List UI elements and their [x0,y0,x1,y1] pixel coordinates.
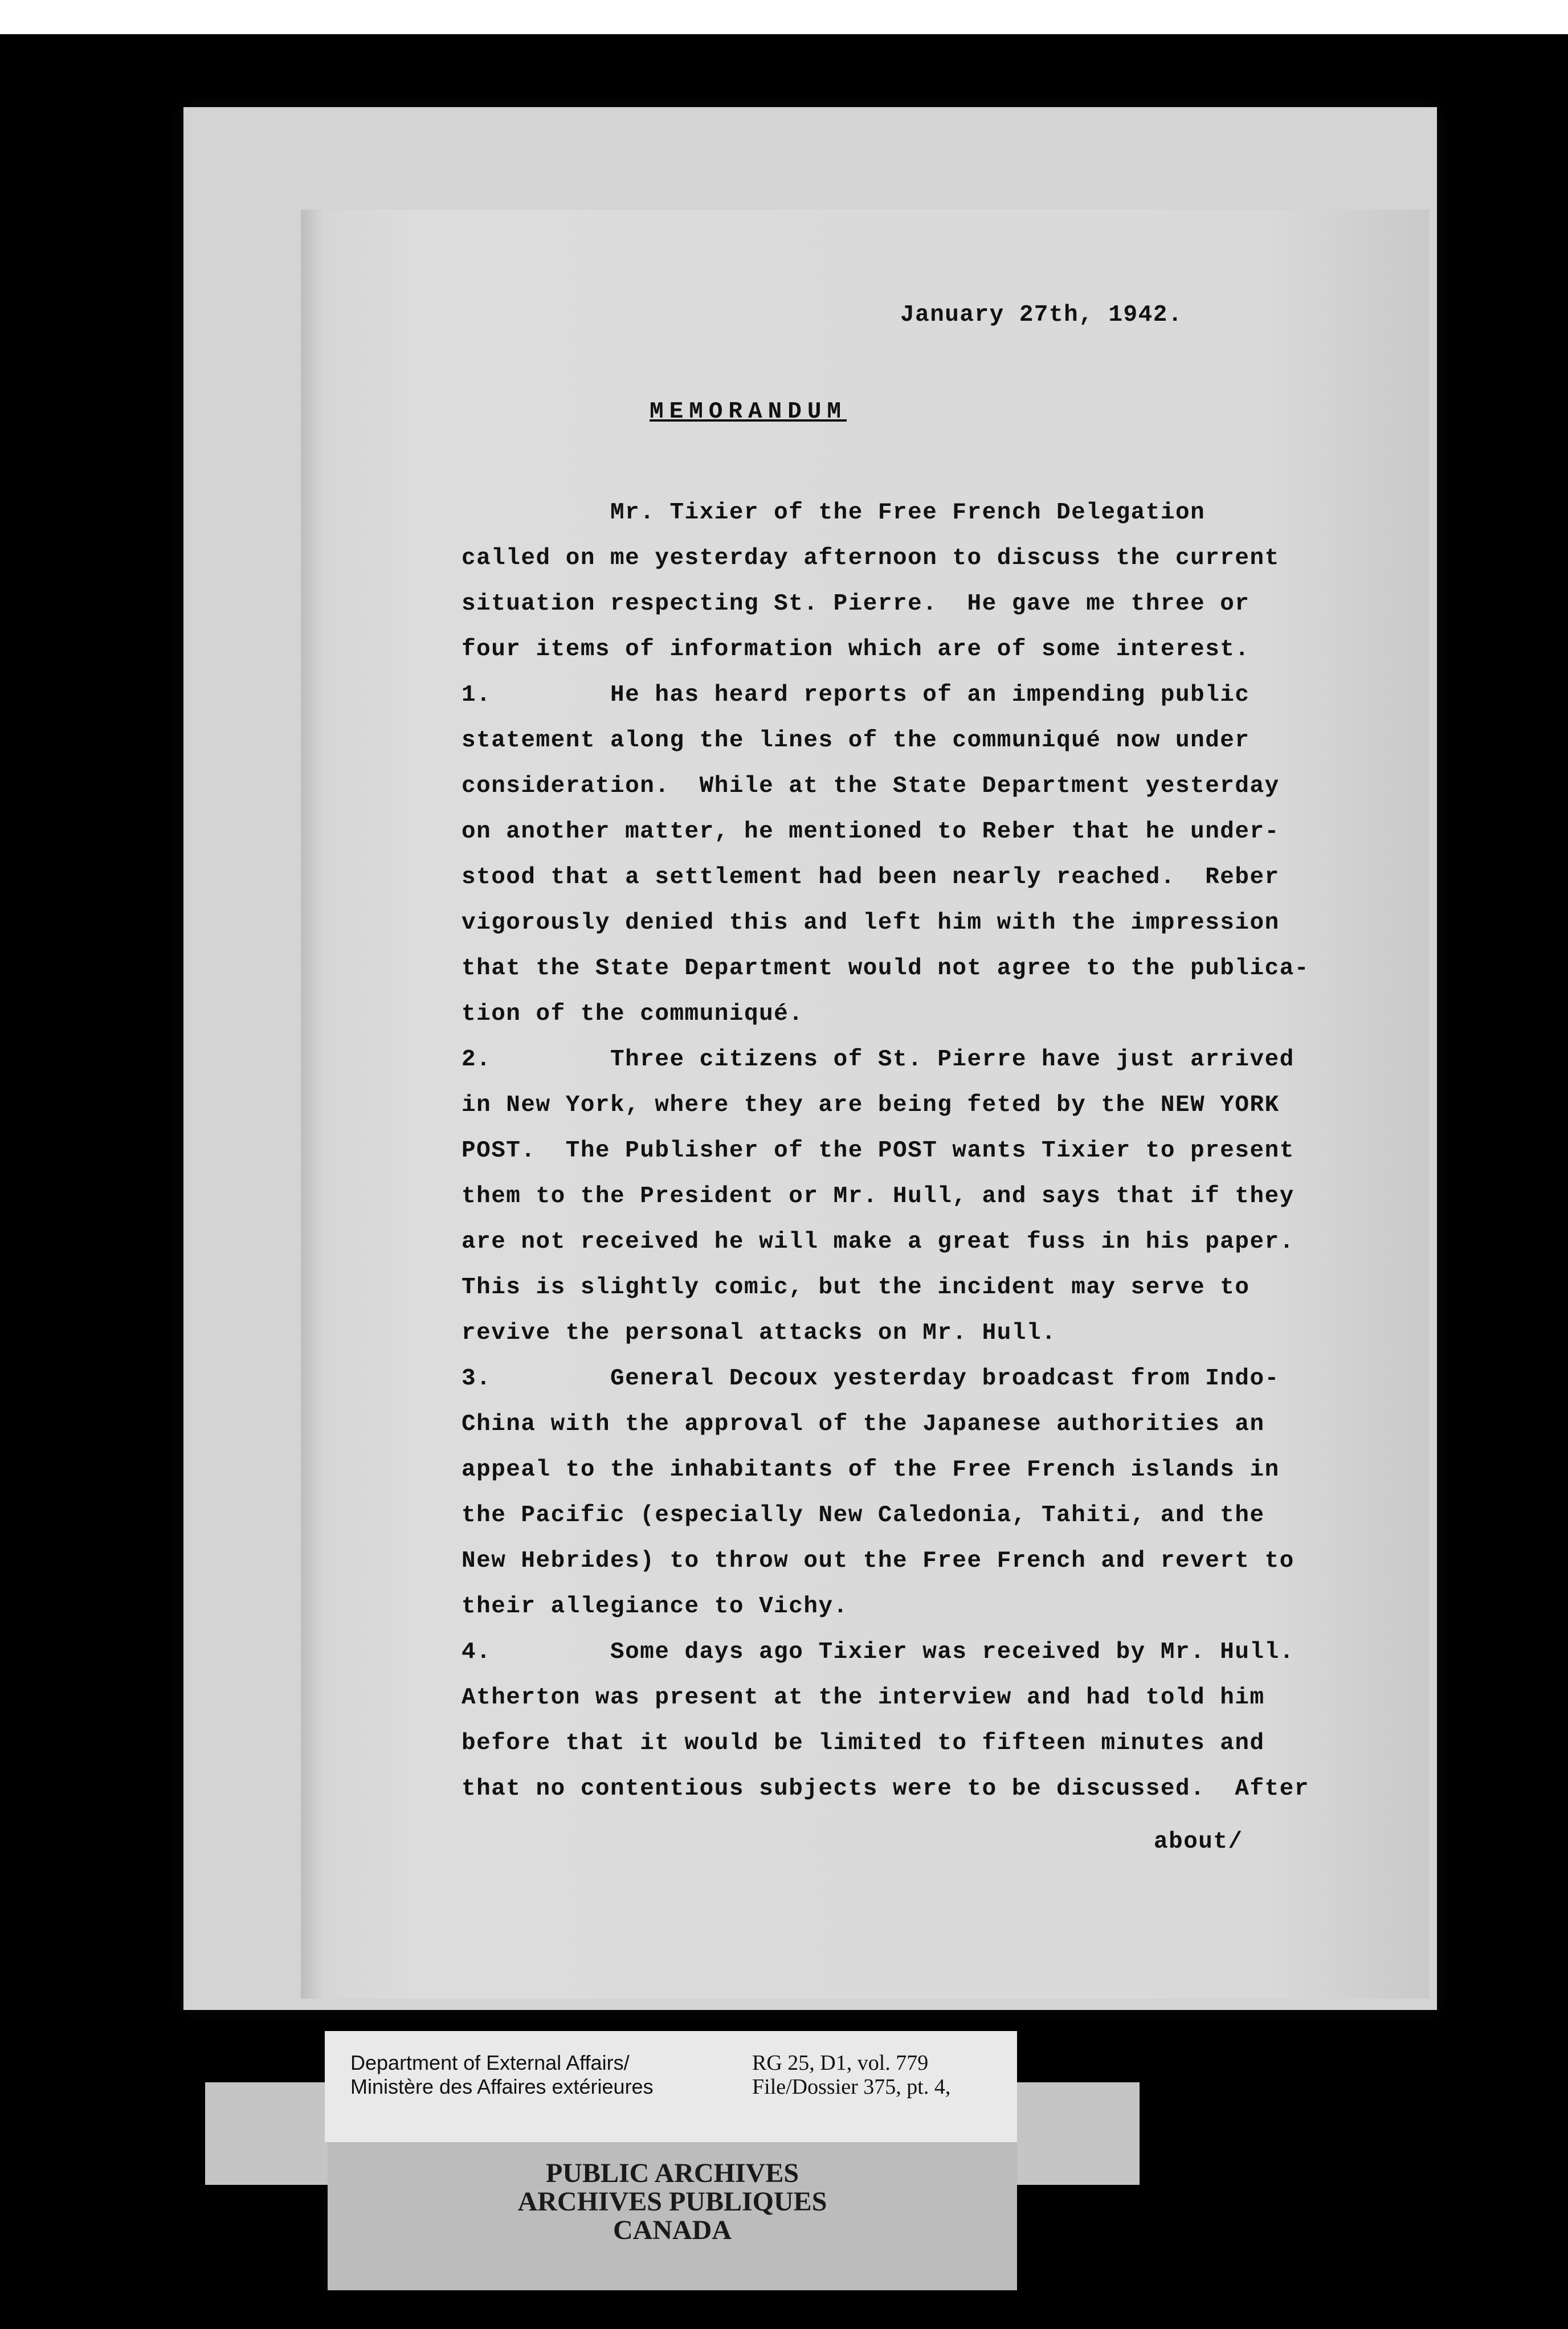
memo-line: tion of the communiqué. [462,1001,804,1027]
memo-line: 1. He has heard reports of an impending public [462,682,1250,708]
stamp-line-1: PUBLIC ARCHIVES [545,2158,799,2188]
memo-body [462,490,1309,1812]
memo-date: January 27th, 1942. [900,302,1183,328]
memo-line: situation respecting St. Pierre. He gave me three or [462,591,1250,617]
memo-line: that no contentious subjects were to be discussed. After [462,1776,1309,1802]
memo-line: China with the approval of the Japanese authorities an [462,1411,1265,1437]
memo-line: 3. General Decoux yesterday broadcast from Indo- [462,1366,1280,1392]
scan-top-margin [0,0,1568,34]
archive-label-department [350,2051,654,2099]
memo-closing: about/ [1154,1829,1243,1855]
archive-label [325,2031,1017,2142]
memo-line: are not received he will make a great fuss in his paper. [462,1229,1295,1255]
archive-label-reference [752,2051,950,2099]
memo-line: 2. Three citizens of St. Pierre have just arrived [462,1047,1295,1073]
reference-file: File/Dossier 375, pt. 4, [752,2075,951,2099]
memo-line: on another matter, he mentioned to Reber that he under- [462,819,1280,845]
memo-line: revive the personal attacks on Mr. Hull. [462,1320,1057,1346]
memo-line: Atherton was present at the interview and had told him [462,1685,1265,1711]
memo-line: in New York, where they are being feted by the NEW YORK [462,1092,1280,1118]
memo-line: POST. The Publisher of the POST wants Tixier to present [462,1138,1295,1164]
memo-line: before that it would be limited to fifteen minutes and [462,1730,1265,1756]
memo-line: stood that a settlement had been nearly reached. Reber [462,864,1280,890]
memo-line: their allegiance to Vichy. [462,1593,848,1620]
memo-line: vigorously denied this and left him with the impression [462,910,1280,936]
memo-line: This is slightly comic, but the incident may serve to [462,1274,1250,1301]
stamp-line-3: CANADA [613,2215,732,2245]
department-english: Department of External Affairs/ [350,2051,630,2074]
archives-stamp [328,2159,1017,2245]
archives-stamp-card [328,2142,1017,2290]
memo-line: appeal to the inhabitants of the Free French islands in [462,1457,1280,1483]
department-french: Ministère des Affaires extérieures [350,2075,654,2098]
reference-volume: RG 25, D1, vol. 779 [752,2051,929,2075]
memo-line: consideration. While at the State Department yesterday [462,773,1280,799]
memo-line: four items of information which are of some interest. [462,636,1250,663]
memo-line: called on me yesterday afternoon to discuss the current [462,545,1280,571]
memo-line: that the State Department would not agree to the publica- [462,955,1309,982]
memo-line: Mr. Tixier of the Free French Delegation [462,500,1206,526]
memo-line: New Hebrides) to throw out the Free French and revert to [462,1548,1295,1574]
memo-line: the Pacific (especially New Caledonia, Tahiti, and the [462,1502,1265,1529]
stamp-line-2: ARCHIVES PUBLIQUES [517,2187,827,2217]
memo-line: them to the President or Mr. Hull, and says that if they [462,1183,1295,1210]
memo-line: statement along the lines of the communiqué now under [462,728,1250,754]
memo-line: 4. Some days ago Tixier was received by Mr. Hull. [462,1639,1295,1665]
memo-heading: MEMORANDUM [650,399,847,425]
